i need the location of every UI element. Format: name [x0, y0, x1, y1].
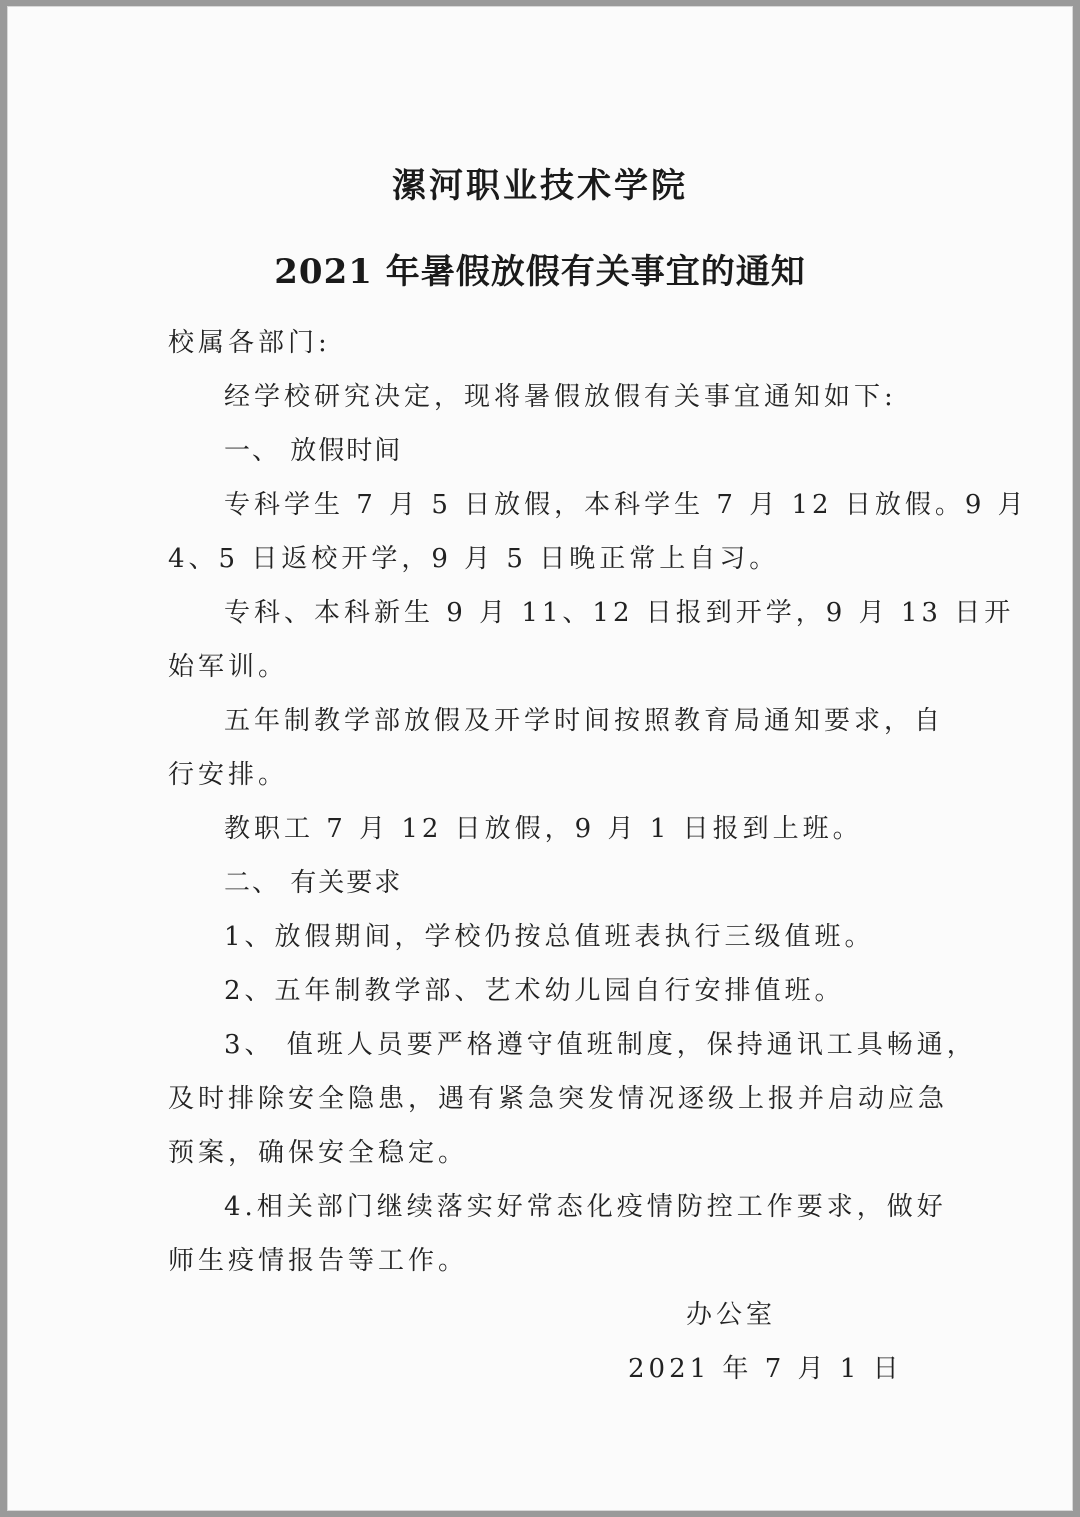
- section-heading-time: 一、 放假时间: [224, 436, 403, 466]
- body-line: 4.相关部门继续落实好常态化疫情防控工作要求，做好: [224, 1192, 947, 1222]
- body-line: 3、 值班人员要严格遵守值班制度，保持通讯工具畅通，: [224, 1030, 977, 1060]
- document-page: [7, 6, 1073, 1511]
- body-line: 行安排。: [168, 760, 289, 790]
- body-line: 专科、本科新生 9 月 11、12 日报到开学，9 月 13 日开: [224, 598, 1015, 628]
- body-line: 始军训。: [168, 652, 289, 682]
- body-line: 师生疫情报告等工作。: [168, 1246, 469, 1276]
- notice-title: 2021 年暑假放假有关事宜的通知: [274, 252, 806, 292]
- section-heading-requirements: 二、 有关要求: [224, 868, 403, 898]
- signature-office: 办公室: [686, 1300, 777, 1330]
- salutation: 校属各部门:: [168, 328, 331, 358]
- body-line: 2、五年制教学部、艺术幼儿园自行安排值班。: [224, 976, 845, 1006]
- body-line: 专科学生 7 月 5 日放假，本科学生 7 月 12 日放假。9 月: [224, 490, 1028, 520]
- body-line: 4、5 日返校开学，9 月 5 日晚正常上自习。: [168, 544, 780, 574]
- body-line: 五年制教学部放假及开学时间按照教育局通知要求，自: [224, 706, 945, 736]
- signature-date: 2021 年 7 月 1 日: [628, 1354, 903, 1384]
- body-line: 1、放假期间，学校仍按总值班表执行三级值班。: [224, 922, 875, 952]
- school-name: 漯河职业技术学院: [392, 166, 688, 206]
- body-line: 预案，确保安全稳定。: [168, 1138, 469, 1168]
- body-line: 及时排除安全隐患，遇有紧急突发情况逐级上报并启动应急: [168, 1084, 949, 1114]
- intro-paragraph: 经学校研究决定，现将暑假放假有关事宜通知如下:: [224, 382, 897, 412]
- body-line: 教职工 7 月 12 日放假，9 月 1 日报到上班。: [224, 814, 863, 844]
